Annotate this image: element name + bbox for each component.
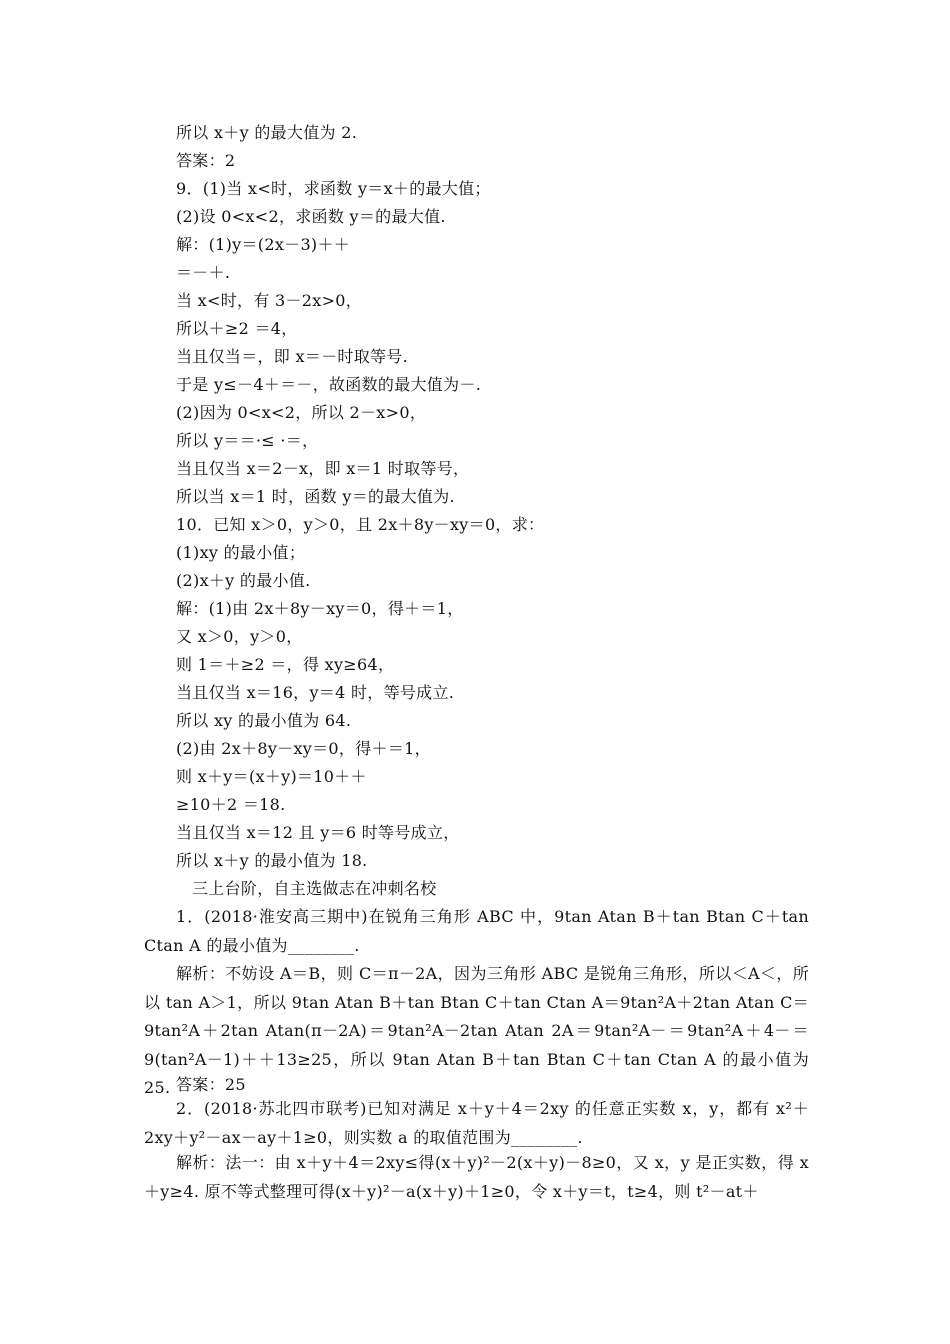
text-line: 于是 y≤－4＋＝－，故函数的最大值为－. <box>176 375 482 394</box>
text-line: ≥10＋2 ＝18. <box>176 795 286 814</box>
problem-2: 2．(2018·苏北四市联考)已知对满足 x＋y＋4＝2xy 的任意正实数 x，y，都有 x²＋2xy＋y²－ax－ay＋1≥0，则实数 a 的取值范围为________. <box>144 1099 809 1147</box>
text-line: (1)xy 的最小值； <box>176 543 306 562</box>
text-line: 解：(1)y＝(2x－3)＋＋ <box>176 235 351 254</box>
text-line: 所以 xy 的最小值为 64. <box>176 711 352 730</box>
answer-1: 答案：25 <box>176 1075 246 1094</box>
text-line: 9．(1)当 x<时，求函数 y＝x＋的最大值； <box>176 179 491 198</box>
text-line: 所以 y＝＝·≤ ·＝， <box>176 431 319 450</box>
text-line: 10．已知 x＞0，y＞0，且 2x＋8y－xy＝0，求： <box>176 515 545 534</box>
section-heading: 三上台阶，自主选做志在冲刺名校 <box>192 879 437 898</box>
text-line: 所以 x＋y 的最小值为 18. <box>176 851 368 870</box>
text-line: 当 x<时，有 3－2x>0， <box>176 291 363 310</box>
problem-1: 1．(2018·淮安高三期中)在锐角三角形 ABC 中，9tan Atan B＋tan Btan C＋tan Ctan A 的最小值为________. <box>144 907 809 955</box>
text-line: 当且仅当 x＝2－x，即 x＝1 时取等号， <box>176 459 470 478</box>
solution-1: 解析：不妨设 A＝B，则 C＝π－2A，因为三角形 ABC 是锐角三角形，所以＜A＜，所以 tan A＞1，所以 9tan Atan B＋tan Btan C＋tan Ctan A＝9tan²A＋2tan Atan C＝9tan²A＋2tan Atan(π－2A)＝9tan²A－2tan Atan 2A＝9tan²A－＝9tan²A＋4－＝9(tan²A－1)＋＋13≥25，所以 9tan Atan B＋tan Btan C＋tan Ctan A 的最小值为 25. <box>144 964 809 1097</box>
text-line: 则 1＝＋≥2 ＝，得 xy≥64， <box>176 655 395 674</box>
text-line: 当且仅当 x＝12 且 y＝6 时等号成立， <box>176 823 460 842</box>
text-line: 又 x＞0，y＞0， <box>176 627 303 646</box>
text-line: 所以＋≥2 ＝4， <box>176 319 298 338</box>
text-line: 所以当 x＝1 时，函数 y＝的最大值为. <box>176 487 455 506</box>
text-line: (2)由 2x＋8y－xy＝0，得＋＝1， <box>176 739 431 758</box>
text-line: 当且仅当 x＝16，y＝4 时，等号成立. <box>176 683 455 702</box>
text-line: 当且仅当＝，即 x＝－时取等号. <box>176 347 408 366</box>
text-line: 则 x＋y＝(x＋y)＝10＋＋ <box>176 767 367 786</box>
solution-2: 解析：法一：由 x＋y＋4＝2xy≤得(x＋y)²－2(x＋y)－8≥0，又 x，y 是正实数，得 x＋y≥4. 原不等式整理可得(x＋y)²－a(x＋y)＋1≥0，令 x＋y＝t，t≥4，则 t²－at＋ <box>144 1153 809 1201</box>
text-line: 所以 x＋y 的最大值为 2. <box>176 123 358 142</box>
text-line: 答案：2 <box>176 151 236 170</box>
text-line: ＝－＋. <box>176 263 231 282</box>
text-line: (2)设 0<x<2，求函数 y＝的最大值. <box>176 207 446 226</box>
text-line: (2)x＋y 的最小值. <box>176 571 311 590</box>
text-line: (2)因为 0<x<2，所以 2－x>0， <box>176 403 427 422</box>
text-line: 解：(1)由 2x＋8y－xy＝0，得＋＝1， <box>176 599 464 618</box>
